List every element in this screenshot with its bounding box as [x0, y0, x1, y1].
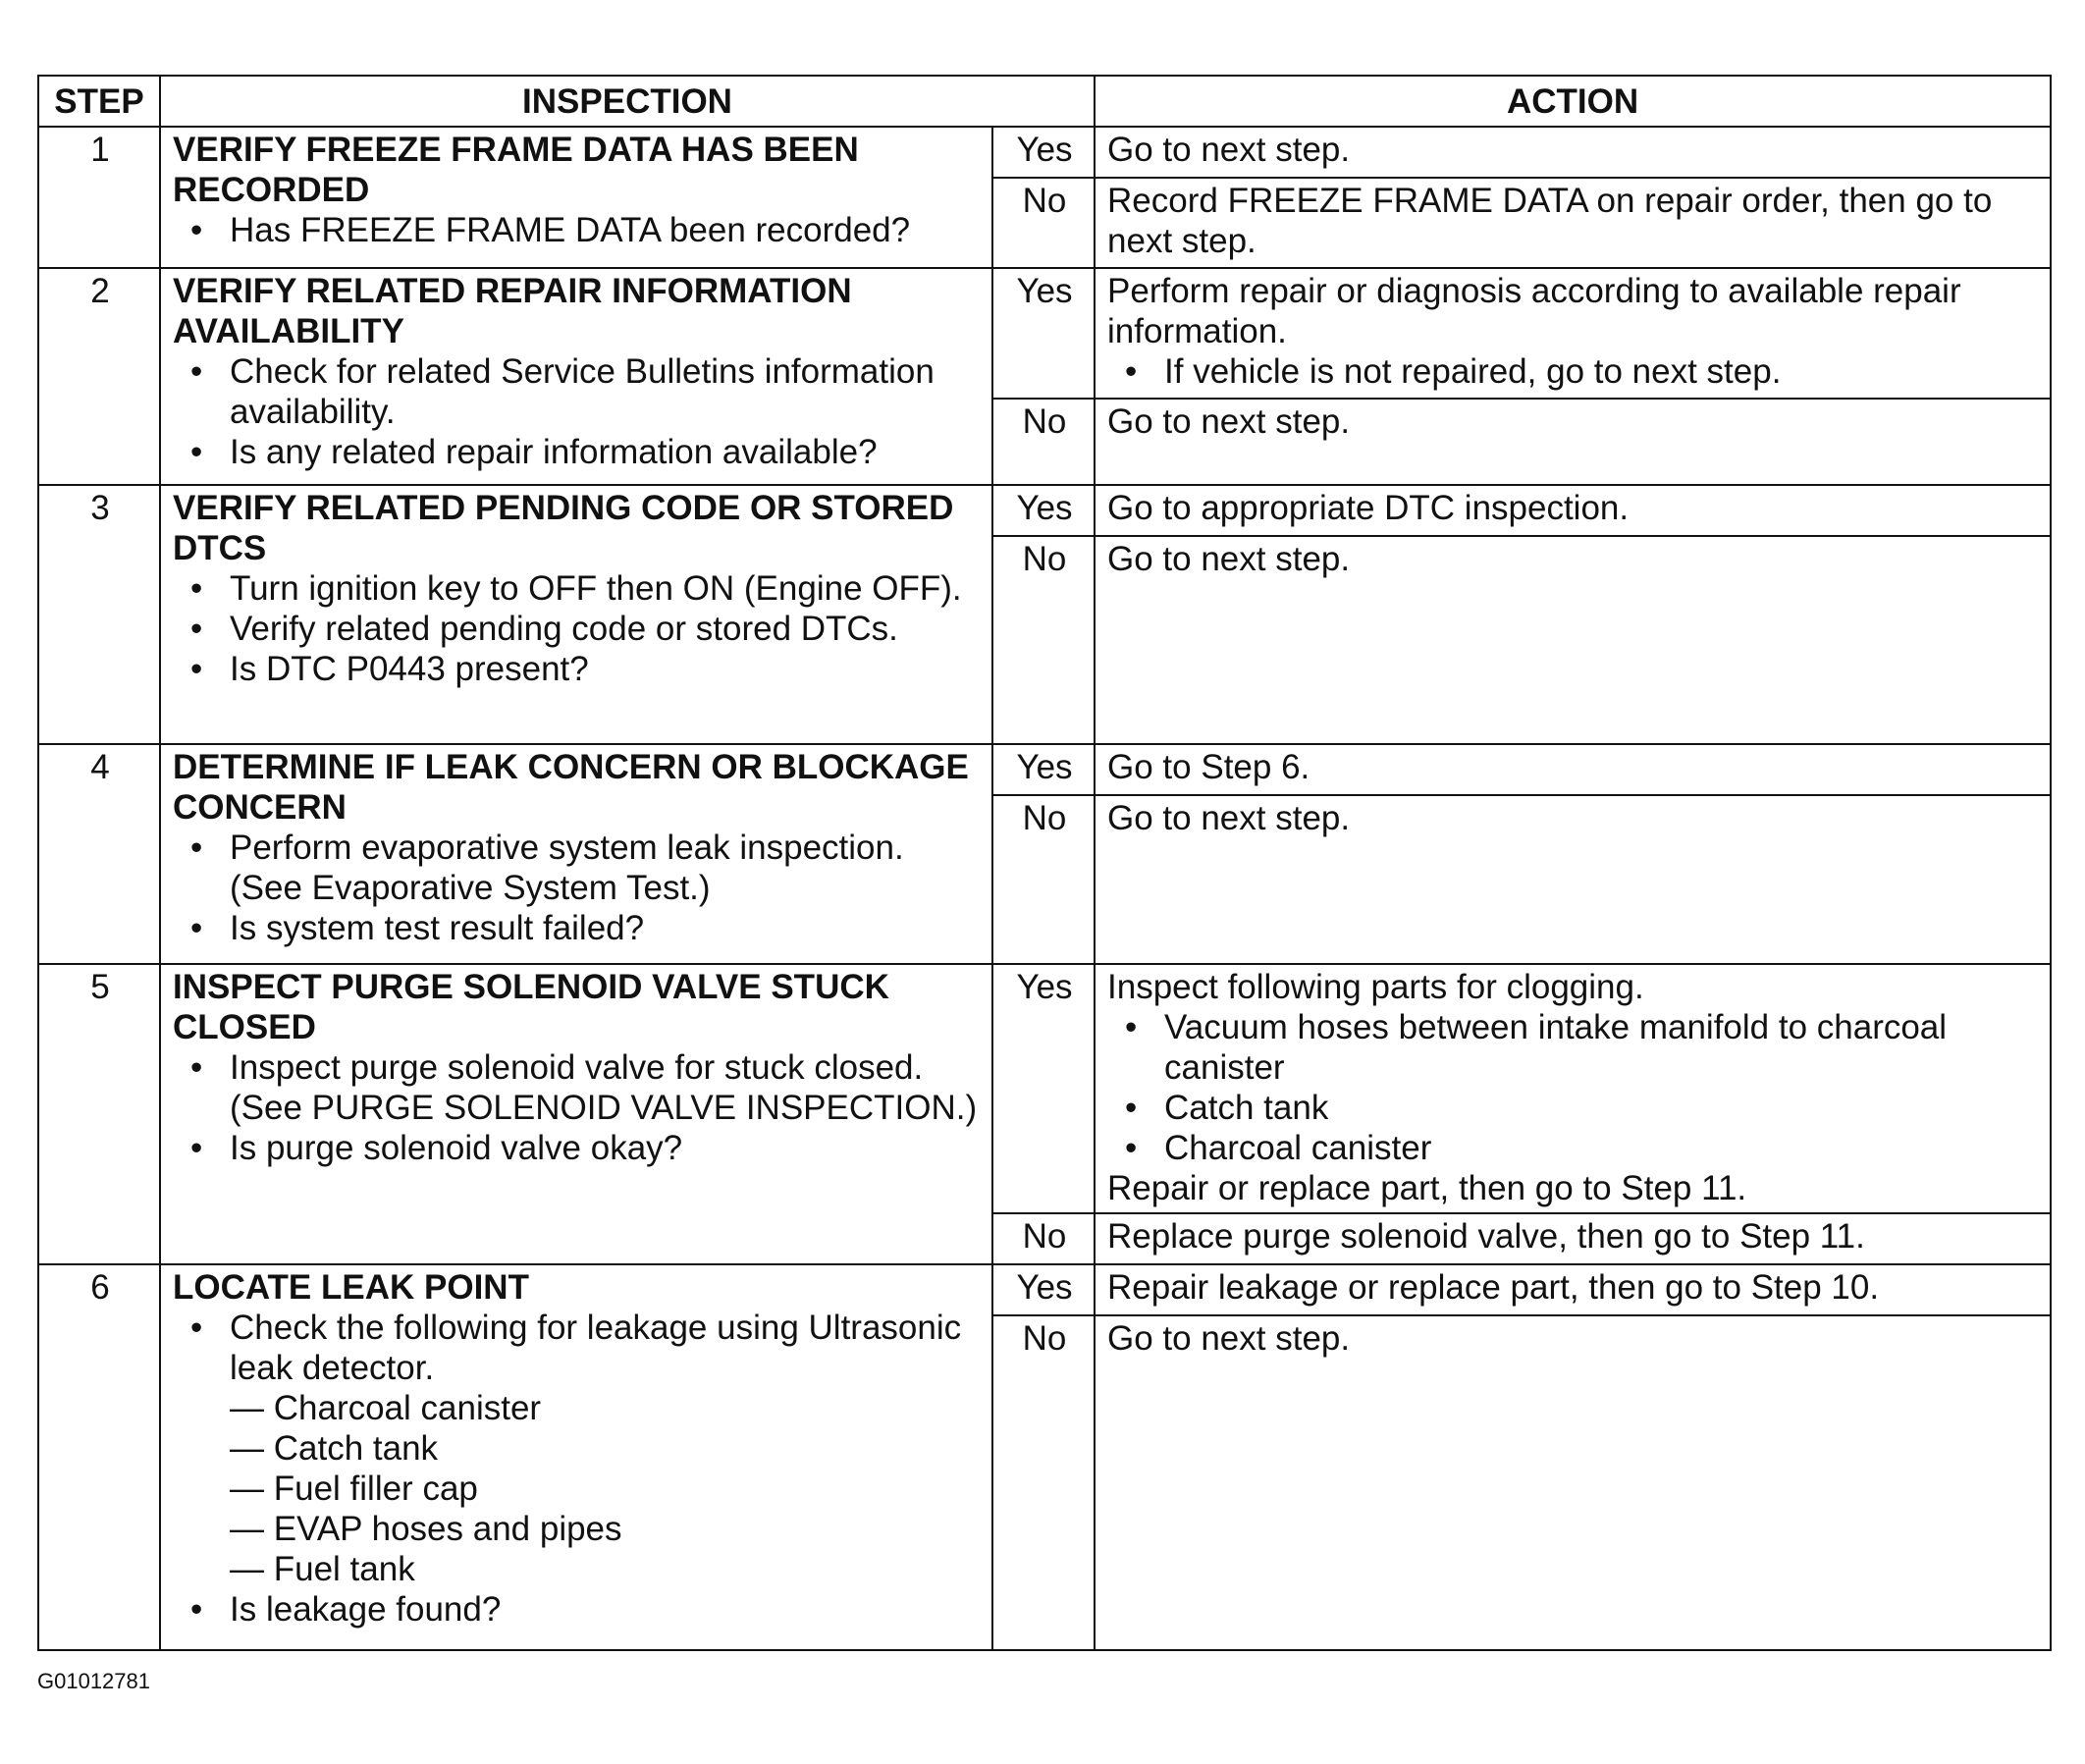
inspection-cell	[160, 485, 992, 744]
inspection-title: INSPECT PURGE SOLENOID VALVE STUCK CLOSED	[173, 968, 889, 1046]
diagnostic-table	[37, 75, 2052, 1651]
header-row	[38, 76, 2051, 127]
inspection-bullet: • Is any related repair information available?	[173, 432, 982, 472]
inspection-bullets	[173, 828, 982, 948]
header-action: ACTION	[1095, 76, 2051, 127]
dash-list	[230, 1388, 982, 1589]
inspection-bullet	[173, 1308, 982, 1589]
inspection-bullets	[173, 1047, 982, 1168]
dash-item: — Fuel tank	[230, 1549, 982, 1589]
inspection-bullets	[173, 351, 982, 472]
action-no: Go to next step.	[1095, 536, 2051, 744]
answer-yes: Yes	[992, 485, 1095, 536]
action-yes: Go to Step 6.	[1095, 744, 2051, 795]
answer-no: No	[992, 1315, 1095, 1650]
inspection-bullet-text: Check the following for leakage using Ultrasonic leak detector.	[230, 1309, 962, 1387]
dash-item: — Charcoal canister	[230, 1388, 982, 1428]
action-yes: Perform repair or diagnosis according to available repair information.	[1107, 272, 1961, 350]
dash-item: — EVAP hoses and pipes	[230, 1509, 982, 1549]
dash-item: — Catch tank	[230, 1428, 982, 1469]
step-2-yes-row	[38, 268, 2051, 399]
inspection-title: VERIFY FREEZE FRAME DATA HAS BEEN RECORDED	[173, 131, 859, 209]
inspection-bullet: • Inspect purge solenoid valve for stuck closed. (See PURGE SOLENOID VALVE INSPECTION.)	[173, 1047, 982, 1128]
action-yes-after: Repair or replace part, then go to Step 11.	[1107, 1169, 1747, 1207]
step-5-yes-row	[38, 964, 2051, 1213]
inspection-cell	[160, 1264, 992, 1650]
action-bullet: • Charcoal canister	[1107, 1128, 2040, 1168]
inspection-bullet: • Is DTC P0443 present?	[173, 649, 982, 689]
answer-no: No	[992, 1213, 1095, 1264]
inspection-bullet: • Turn ignition key to OFF then ON (Engine OFF).	[173, 568, 982, 609]
inspection-bullet: • Has FREEZE FRAME DATA been recorded?	[173, 210, 982, 250]
answer-yes: Yes	[992, 268, 1095, 399]
action-yes: Inspect following parts for clogging.	[1107, 968, 1644, 1006]
step-number: 5	[38, 964, 160, 1264]
inspection-bullet: • Perform evaporative system leak inspection. (See Evaporative System Test.)	[173, 828, 982, 908]
answer-yes: Yes	[992, 964, 1095, 1213]
answer-yes: Yes	[992, 1264, 1095, 1315]
action-bullets	[1107, 1007, 2040, 1168]
inspection-bullets	[173, 568, 982, 689]
header-step: STEP	[38, 76, 160, 127]
answer-no: No	[992, 399, 1095, 485]
figure-code: G01012781	[37, 1669, 150, 1693]
inspection-bullet: • Verify related pending code or stored DTCs.	[173, 609, 982, 649]
answer-yes: Yes	[992, 127, 1095, 178]
inspection-bullet: • Is leakage found?	[173, 1589, 982, 1630]
answer-no: No	[992, 536, 1095, 744]
step-number: 4	[38, 744, 160, 964]
action-bullets	[1107, 351, 2040, 392]
step-number: 2	[38, 268, 160, 485]
inspection-title: LOCATE LEAK POINT	[173, 1268, 529, 1307]
action-no: Go to next step.	[1095, 795, 2051, 964]
header-inspection: INSPECTION	[160, 76, 1095, 127]
step-number: 3	[38, 485, 160, 744]
inspection-cell	[160, 127, 992, 268]
step-number: 1	[38, 127, 160, 268]
inspection-bullet: • Is purge solenoid valve okay?	[173, 1128, 982, 1168]
inspection-bullets	[173, 1308, 982, 1630]
action-yes-cell	[1095, 268, 2051, 399]
action-bullet: • Catch tank	[1107, 1088, 2040, 1128]
inspection-cell	[160, 268, 992, 485]
action-no: Go to next step.	[1095, 1315, 2051, 1650]
inspection-bullets	[173, 210, 982, 250]
inspection-cell	[160, 744, 992, 964]
answer-yes: Yes	[992, 744, 1095, 795]
inspection-bullet: • Check for related Service Bulletins information availability.	[173, 351, 982, 432]
action-no: Replace purge solenoid valve, then go to Step 11.	[1095, 1213, 2051, 1264]
action-no: Record FREEZE FRAME DATA on repair order, then go to next step.	[1095, 178, 2051, 268]
step-1-yes-row	[38, 127, 2051, 178]
action-yes: Go to appropriate DTC inspection.	[1095, 485, 2051, 536]
step-3-yes-row	[38, 485, 2051, 536]
action-no: Go to next step.	[1095, 399, 2051, 485]
inspection-bullet: • Is system test result failed?	[173, 908, 982, 948]
action-bullet: • If vehicle is not repaired, go to next step.	[1107, 351, 2040, 392]
inspection-title: VERIFY RELATED PENDING CODE OR STORED DTCS	[173, 489, 954, 567]
answer-no: No	[992, 795, 1095, 964]
dash-item: — Fuel filler cap	[230, 1469, 982, 1509]
step-4-yes-row	[38, 744, 2051, 795]
action-yes: Go to next step.	[1095, 127, 2051, 178]
inspection-title: DETERMINE IF LEAK CONCERN OR BLOCKAGE CONCERN	[173, 748, 969, 827]
answer-no: No	[992, 178, 1095, 268]
action-yes-cell	[1095, 964, 2051, 1213]
action-yes: Repair leakage or replace part, then go to Step 10.	[1095, 1264, 2051, 1315]
action-bullet: • Vacuum hoses between intake manifold to charcoal canister	[1107, 1007, 2040, 1088]
step-number: 6	[38, 1264, 160, 1650]
inspection-title: VERIFY RELATED REPAIR INFORMATION AVAILABILITY	[173, 272, 852, 350]
step-6-yes-row	[38, 1264, 2051, 1315]
inspection-cell	[160, 964, 992, 1264]
